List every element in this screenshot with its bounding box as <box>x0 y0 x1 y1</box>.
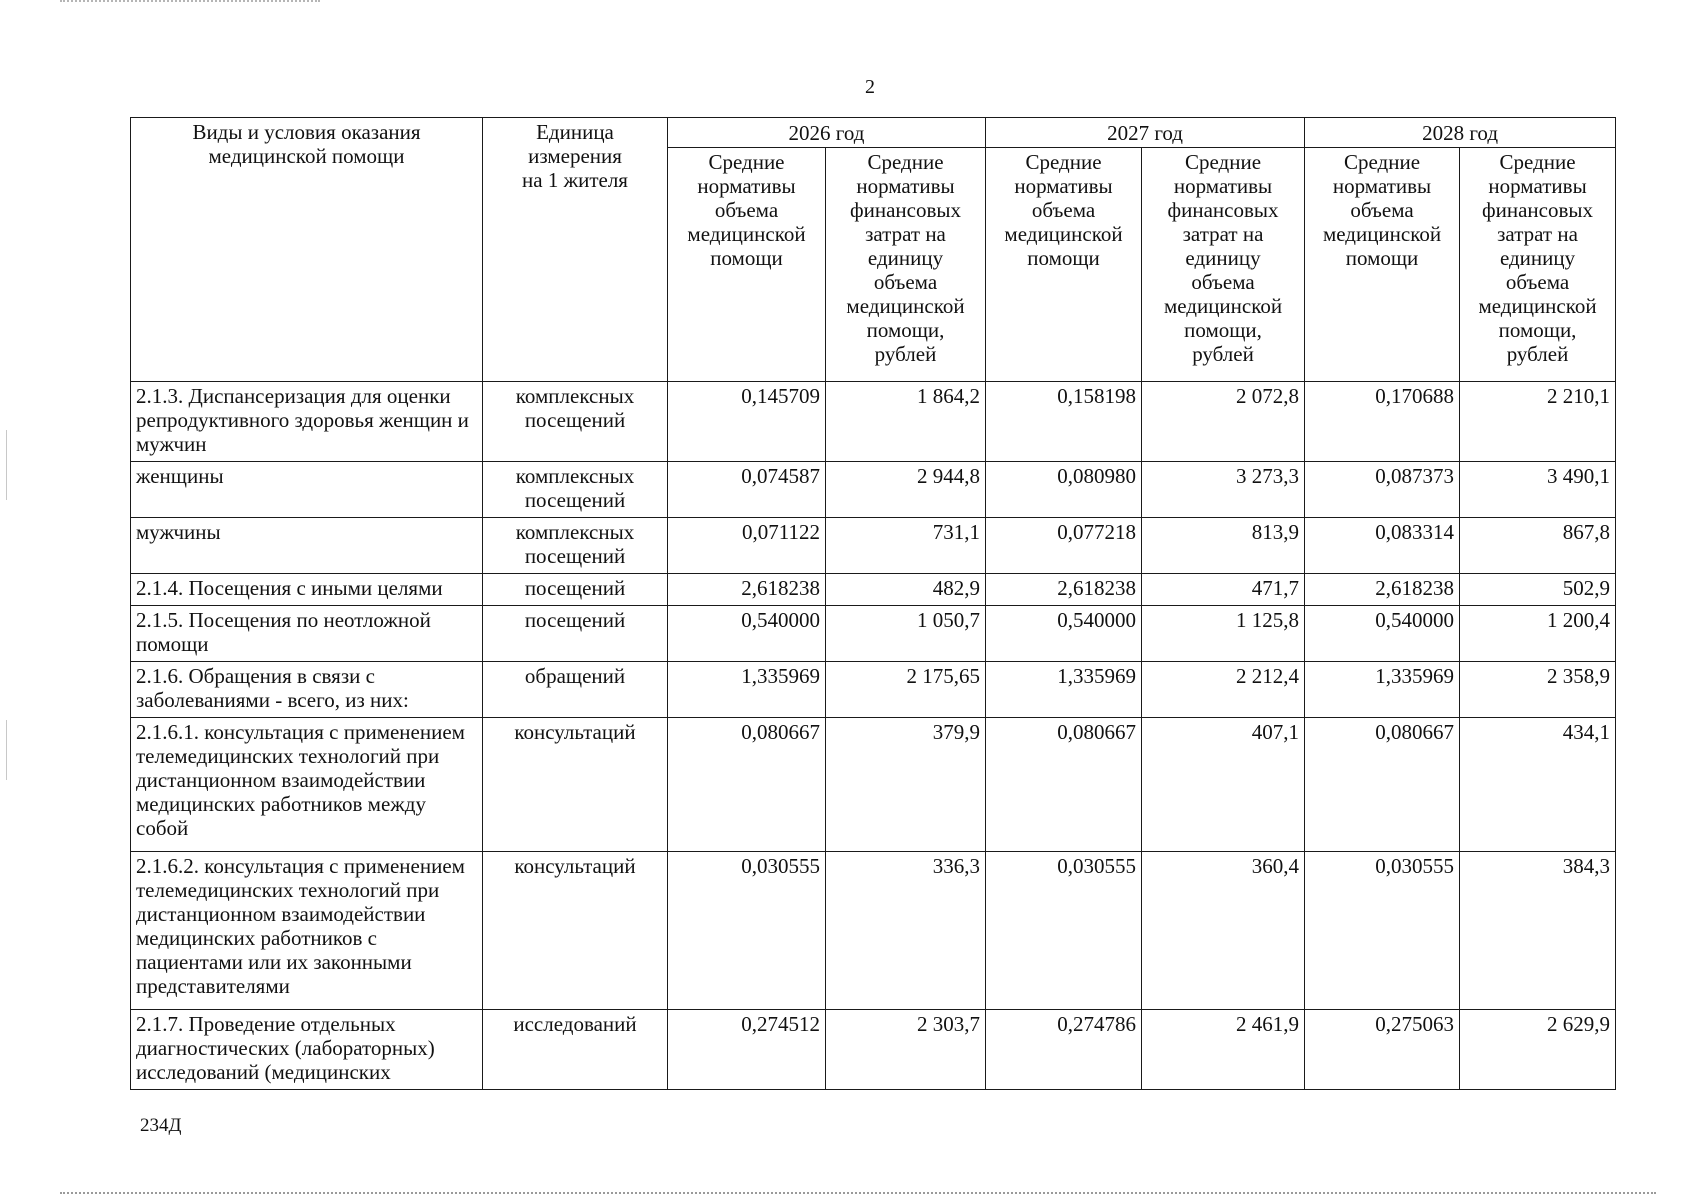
volume-2028: 0,170688 <box>1305 382 1460 462</box>
volume-2028: 1,335969 <box>1305 662 1460 718</box>
volume-2027: 0,030555 <box>986 852 1142 1010</box>
cost-2026: 2 303,7 <box>826 1010 986 1090</box>
cost-2028: 434,1 <box>1460 718 1616 852</box>
volume-2027: 0,077218 <box>986 518 1142 574</box>
table-row <box>131 1010 1616 1090</box>
cost-2026: 1 050,7 <box>826 606 986 662</box>
row-unit: посещений <box>483 606 668 662</box>
table-row <box>131 718 1616 852</box>
cost-2027: 2 461,9 <box>1142 1010 1305 1090</box>
volume-2028: 0,080667 <box>1305 718 1460 852</box>
row-name: 2.1.6.2. консультация с применением телемедицинских технологий при дистанционном взаимодействии медицинских работников с пациентами или их законными представителями <box>131 852 483 1010</box>
cost-2026: 2 944,8 <box>826 462 986 518</box>
volume-2028: 0,087373 <box>1305 462 1460 518</box>
cost-2026: 379,9 <box>826 718 986 852</box>
table-row <box>131 574 1616 606</box>
scan-edge-bottom <box>60 1192 1656 1194</box>
row-name: 2.1.6. Обращения в связи с заболеваниями - всего, из них: <box>131 662 483 718</box>
volume-2026: 1,335969 <box>668 662 826 718</box>
row-unit: комплексных посещений <box>483 382 668 462</box>
table-row <box>131 662 1616 718</box>
scan-mark <box>6 430 7 500</box>
cost-2027: 407,1 <box>1142 718 1305 852</box>
cost-2028: 1 200,4 <box>1460 606 1616 662</box>
cost-2028: 3 490,1 <box>1460 462 1616 518</box>
volume-2026: 0,071122 <box>668 518 826 574</box>
volume-2026: 2,618238 <box>668 574 826 606</box>
header-volume-2028: Средние нормативы объема медицинской помощи <box>1305 148 1460 382</box>
volume-2028: 0,540000 <box>1305 606 1460 662</box>
volume-2026: 0,030555 <box>668 852 826 1010</box>
table-row <box>131 518 1616 574</box>
row-unit: консультаций <box>483 852 668 1010</box>
volume-2026: 0,074587 <box>668 462 826 518</box>
volume-2027: 0,274786 <box>986 1010 1142 1090</box>
row-name: 2.1.7. Проведение отдельных диагностических (лабораторных) исследований (медицинских <box>131 1010 483 1090</box>
volume-2027: 0,080980 <box>986 462 1142 518</box>
header-cost-2027: Средние нормативы финансовых затрат на единицу объема медицинской помощи, рублей <box>1142 148 1305 382</box>
cost-2027: 3 273,3 <box>1142 462 1305 518</box>
norms-table <box>130 117 1616 1090</box>
row-unit: комплексных посещений <box>483 518 668 574</box>
header-kind: Виды и условия оказания медицинской помощи <box>131 118 483 382</box>
row-unit: посещений <box>483 574 668 606</box>
header-volume-2026: Средние нормативы объема медицинской помощи <box>668 148 826 382</box>
header-year-2026: 2026 год <box>668 118 986 148</box>
row-unit: исследований <box>483 1010 668 1090</box>
header-year-2028: 2028 год <box>1305 118 1616 148</box>
table-row <box>131 462 1616 518</box>
row-unit: комплексных посещений <box>483 462 668 518</box>
volume-2028: 2,618238 <box>1305 574 1460 606</box>
scan-mark <box>6 720 7 780</box>
cost-2026: 482,9 <box>826 574 986 606</box>
header-unit: Единица измерения на 1 жителя <box>483 118 668 382</box>
row-name: женщины <box>131 462 483 518</box>
cost-2028: 2 210,1 <box>1460 382 1616 462</box>
volume-2026: 0,145709 <box>668 382 826 462</box>
volume-2026: 0,540000 <box>668 606 826 662</box>
cost-2027: 471,7 <box>1142 574 1305 606</box>
cost-2026: 2 175,65 <box>826 662 986 718</box>
table-row <box>131 852 1616 1010</box>
cost-2027: 813,9 <box>1142 518 1305 574</box>
volume-2026: 0,274512 <box>668 1010 826 1090</box>
volume-2027: 0,158198 <box>986 382 1142 462</box>
row-name: мужчины <box>131 518 483 574</box>
row-name: 2.1.4. Посещения с иными целями <box>131 574 483 606</box>
table-row <box>131 382 1616 462</box>
volume-2028: 0,275063 <box>1305 1010 1460 1090</box>
volume-2027: 0,540000 <box>986 606 1142 662</box>
cost-2026: 731,1 <box>826 518 986 574</box>
cost-2027: 2 212,4 <box>1142 662 1305 718</box>
document-code: 234Д <box>140 1115 182 1136</box>
header-cost-2026: Средние нормативы финансовых затрат на единицу объема медицинской помощи, рублей <box>826 148 986 382</box>
cost-2028: 2 358,9 <box>1460 662 1616 718</box>
row-unit: консультаций <box>483 718 668 852</box>
volume-2027: 1,335969 <box>986 662 1142 718</box>
volume-2027: 0,080667 <box>986 718 1142 852</box>
volume-2028: 0,030555 <box>1305 852 1460 1010</box>
volume-2026: 0,080667 <box>668 718 826 852</box>
row-name: 2.1.5. Посещения по неотложной помощи <box>131 606 483 662</box>
cost-2026: 1 864,2 <box>826 382 986 462</box>
cost-2028: 384,3 <box>1460 852 1616 1010</box>
cost-2027: 1 125,8 <box>1142 606 1305 662</box>
row-name: 2.1.6.1. консультация с применением телемедицинских технологий при дистанционном взаимодействии медицинских работников между собой <box>131 718 483 852</box>
cost-2027: 360,4 <box>1142 852 1305 1010</box>
cost-2028: 2 629,9 <box>1460 1010 1616 1090</box>
table-row <box>131 606 1616 662</box>
volume-2027: 2,618238 <box>986 574 1142 606</box>
header-cost-2028: Средние нормативы финансовых затрат на единицу объема медицинской помощи, рублей <box>1460 148 1616 382</box>
page-number: 2 <box>865 76 875 98</box>
header-year-2027: 2027 год <box>986 118 1305 148</box>
header-volume-2027: Средние нормативы объема медицинской помощи <box>986 148 1142 382</box>
row-name: 2.1.3. Диспансеризация для оценки репродуктивного здоровья женщин и мужчин <box>131 382 483 462</box>
cost-2028: 502,9 <box>1460 574 1616 606</box>
cost-2026: 336,3 <box>826 852 986 1010</box>
scan-edge-top <box>60 0 320 2</box>
volume-2028: 0,083314 <box>1305 518 1460 574</box>
cost-2027: 2 072,8 <box>1142 382 1305 462</box>
cost-2028: 867,8 <box>1460 518 1616 574</box>
row-unit: обращений <box>483 662 668 718</box>
